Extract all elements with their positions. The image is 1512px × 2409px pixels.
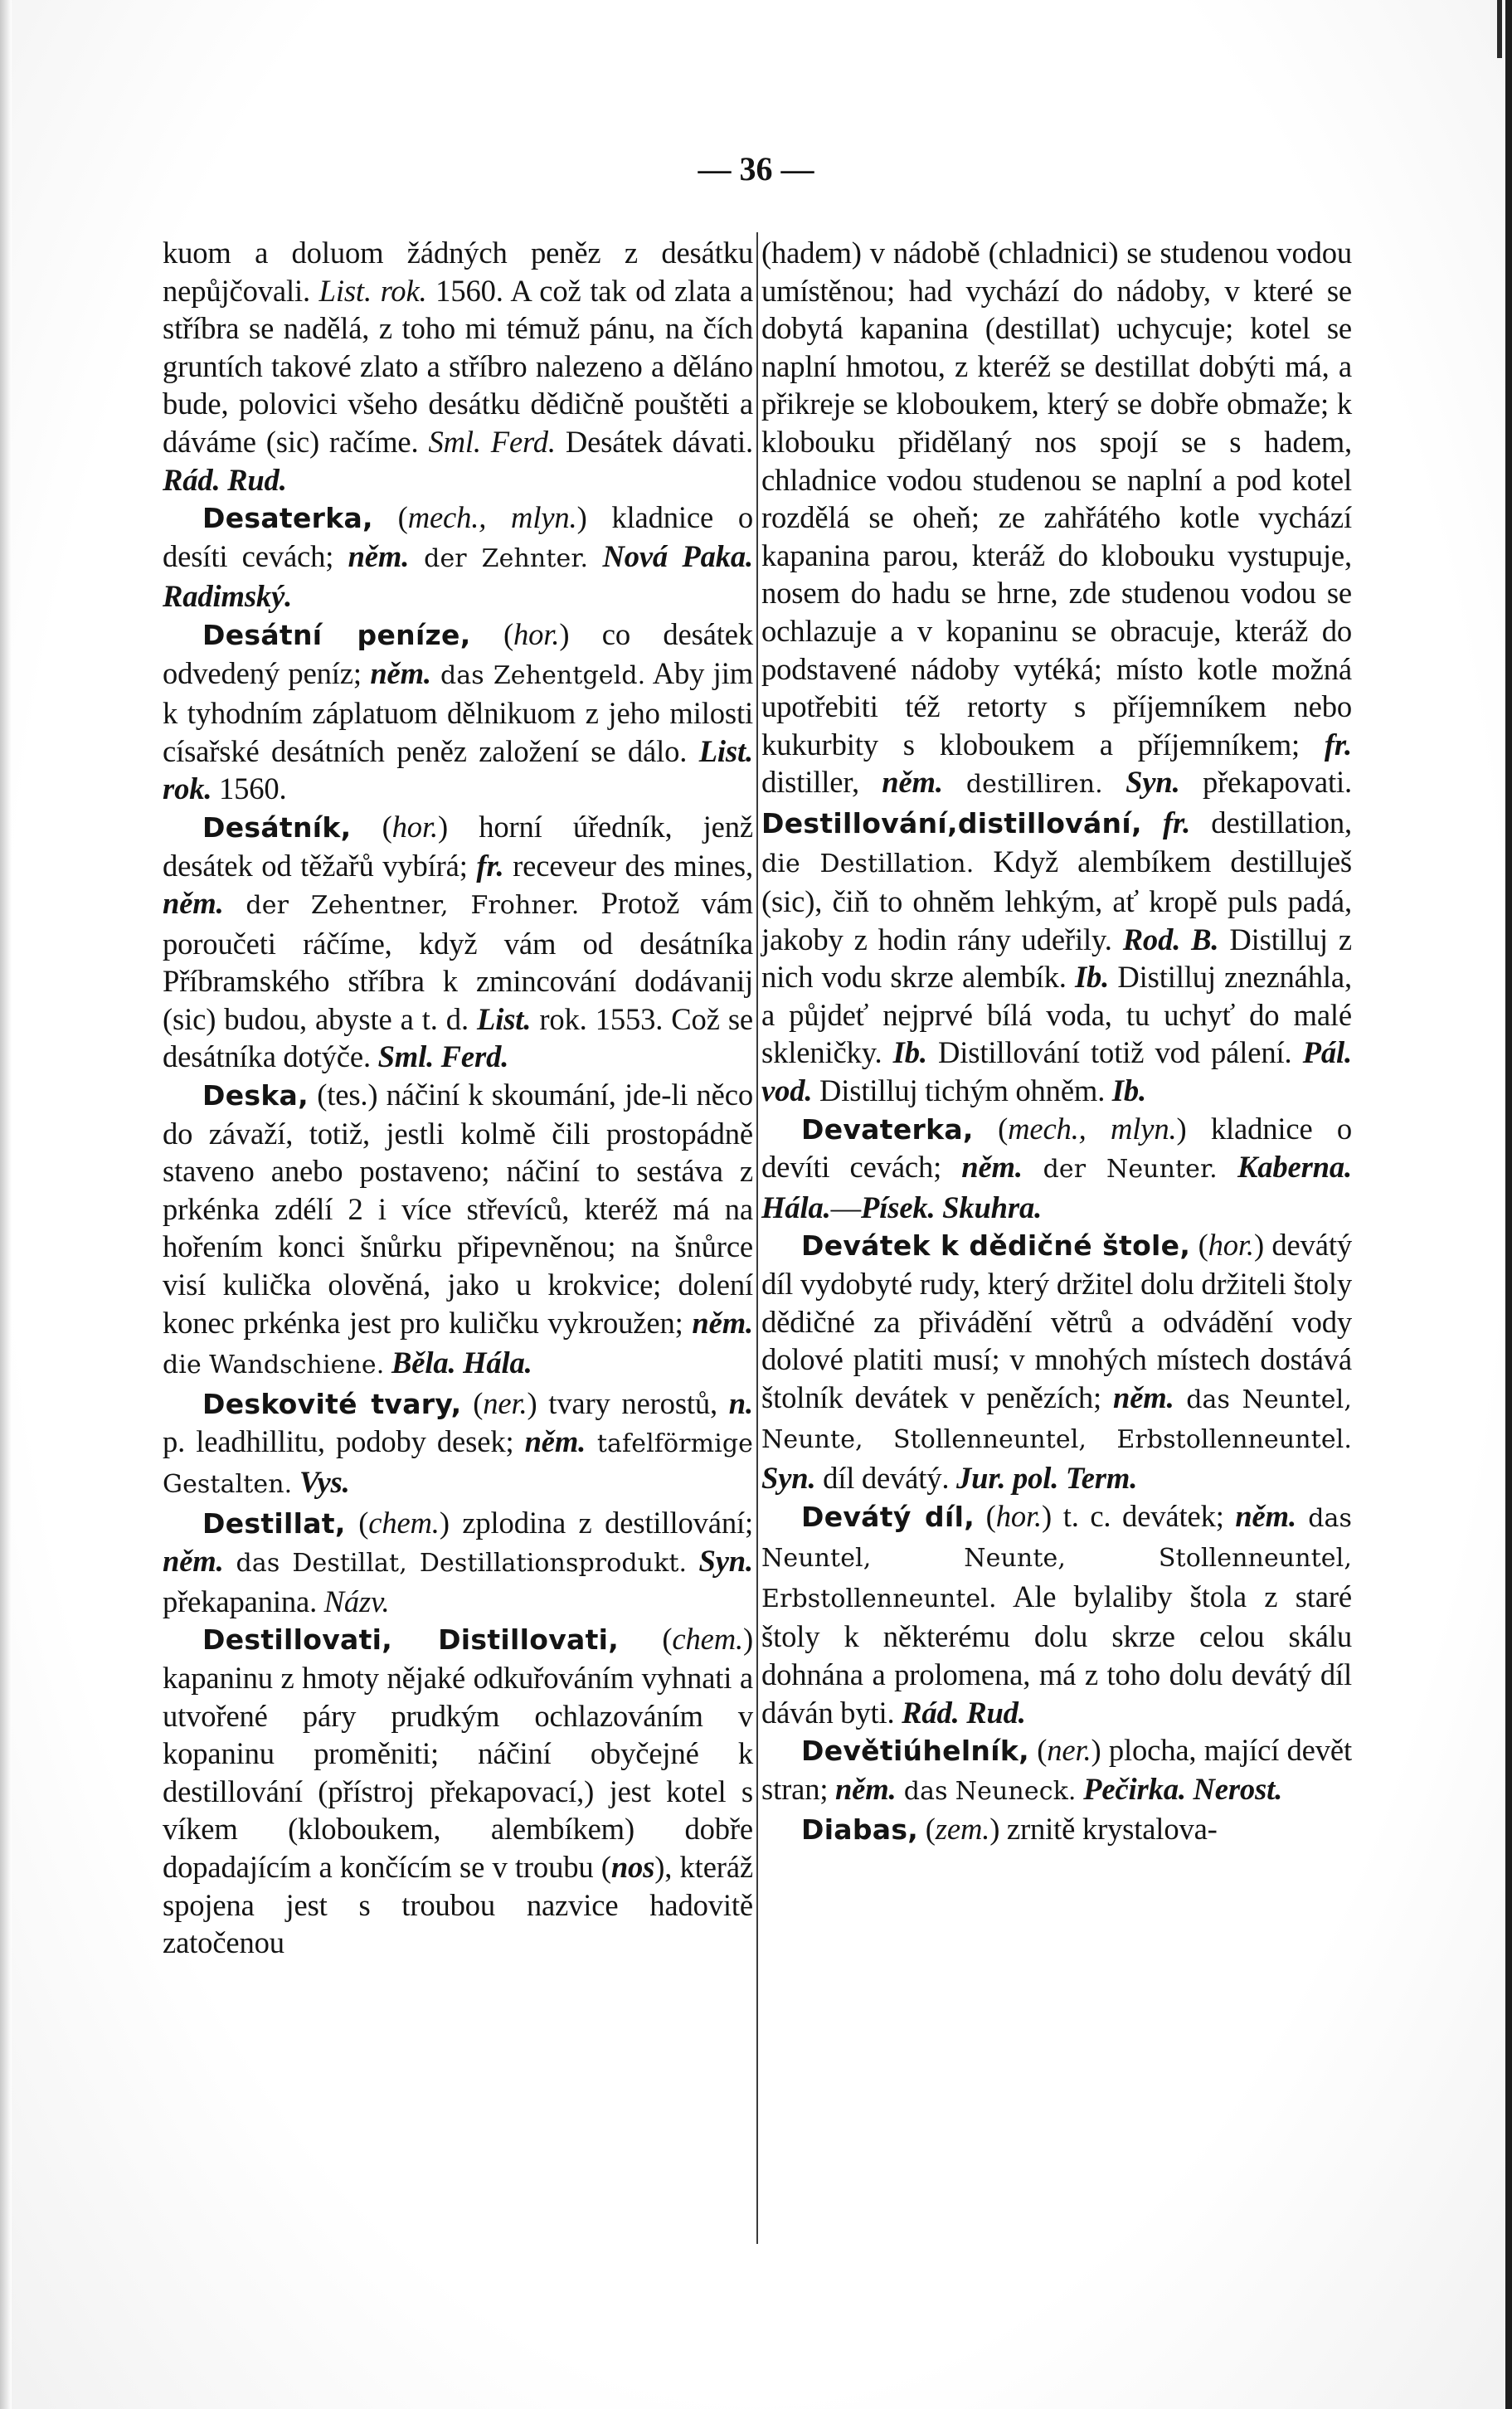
entry-text: — [830, 1190, 862, 1224]
source-ref: Rád. Rud. [902, 1695, 1026, 1730]
entry-text: ) co desátek odvedený peníz; [163, 616, 753, 690]
entry-text: Protož vám poroučeti ráčíme, když vám od desátníka Příbramského stříbra k zmincování dodávanij (sic) budou, abyste a t. d. [163, 886, 753, 1036]
entry-text: (tes.) náčiní k skoumání, jde-li něco do závaží, totiž, jestli kolmě čili prostopádně staveno anebo postaveno; náčiní to sestáva z prkénka zdélí 2 i více střevíců, kteréž má na hořením konci šnůrku připevněnou; na šnůrce visí kulička olověná, jako u krokvice; dolení konec prkénka jest pro kuličku vykroužen; [163, 1078, 753, 1340]
german-term: tafelförmige Gestalten. [163, 1429, 753, 1499]
lang-german: něm. [348, 538, 410, 573]
entry-deskovite-tvary [163, 1385, 753, 1504]
entry-continuation [163, 234, 753, 499]
source-ref: Písek. Skuhra. [861, 1190, 1043, 1224]
entry-text: ( [918, 1812, 936, 1847]
entry-text [1077, 1772, 1084, 1806]
entry-text: receveur des mines, [503, 848, 753, 883]
entry-text: ( [461, 1385, 484, 1420]
entry-text: ( [973, 1111, 1009, 1146]
lang-german: něm. [961, 1150, 1023, 1185]
entry-text: (hadem) v nádobě (chladnici) se studenou vodou umístěnou; had vychází do nádoby, v které se dobytá kapanina (destillat) uchycuje; kotel se naplní hmotou, z kteréž se destillat dobýti má, a přikreje se kloboukem, který se dobře obmaže; k klobouku přidělaný nos spojí se s hadem, chladnice vodou studenou se naplní a pod kotel rozdělá se oheň; ze zahřátého kotle vychází kapanina parou, kteráž do klobouku vystupuje, nosem do hadu se hrne, zde studenou vodou se ochlazuje a v kopaninu se obracuje, kteráž do podstavené nádoby vytéká; místo kotle možná upotřebiti též retorty s příjemníkem nebo kukurbity s kloboukem a příjemníkem; [761, 236, 1352, 762]
german-term: das Destillat, Destillationsprodukt. [223, 1549, 688, 1579]
entry-text: ) horní úředník, jenž desátek od těžařů vybírá; [163, 809, 753, 883]
lang-german: něm. [370, 655, 431, 690]
entry-text: destillation, [1190, 805, 1352, 840]
source-ref: Ib. [892, 1035, 927, 1070]
german-term: der Zehentner, Frohner. [223, 891, 580, 921]
entry-text [292, 1465, 299, 1499]
entry-text: Aby jim k tyhodním záplatuom dělnikuom z jeho milosti císařské desátních peněz založení se dálo. [163, 655, 754, 768]
german-term: das Zehentgeld. [430, 660, 646, 690]
german-term: das Neuntel, Neunte, Stollenneuntel, Erbstollenneuntel. [761, 1503, 1352, 1613]
lang-french: fr. [476, 848, 504, 883]
entry-text: ( [975, 1498, 996, 1533]
german-term: die Destillation. [761, 849, 975, 878]
headword: Deska, [202, 1079, 309, 1112]
source-ref: Ib. [1111, 1073, 1147, 1108]
source-ref: Sml. Ferd. [428, 424, 556, 459]
entry-devaty-dil [761, 1497, 1352, 1732]
entry-text: ) tvary nerostů, [527, 1385, 729, 1420]
headword: Devětiúhelník, [801, 1735, 1029, 1768]
synonym-label: Syn. [698, 1544, 753, 1579]
entry-text: ) zplodina z destillování; [439, 1505, 753, 1540]
entry-text: ) t. c. devátek; [1042, 1498, 1236, 1533]
field-qualifier: mech., mlyn. [1008, 1111, 1177, 1146]
entry-devetiuhelnik [761, 1731, 1352, 1810]
headword: Devaterka, [801, 1112, 974, 1146]
source-ref: Rád. Rud. [163, 462, 287, 497]
german-term: destilliren. [942, 770, 1103, 800]
entry-text: ( [372, 500, 408, 535]
headword: Desátní peníze, [202, 618, 471, 651]
entry-text: ) devátý díl vydobyté rudy, který držitel dolu držiteli štoly dědičné za přivádění větrů a odvádění vody dolové platiti musí; v mnohých místech dostává štolník devátek v penězích; [761, 1228, 1352, 1414]
entry-desatnik [163, 808, 753, 1076]
entry-diabas [761, 1810, 1352, 1849]
lang-german: něm. [163, 886, 224, 921]
headword: Destillovati, Distillovati, [202, 1623, 620, 1657]
german-term: das Neuneck. [896, 1776, 1077, 1806]
entry-text: Ale bylaliby štola z staré štoly k některému dolu skrze celou skálu dohnána a prolomena, má z toho dolu devátý díl dáván byti. [761, 1579, 1352, 1730]
entry-text: ( [345, 1505, 369, 1540]
german-term: der Zehnter. [409, 543, 589, 573]
entry-text: 1560. A což tak od zlata a stříbra se nadělá, z toho mi témuž pánu, na čích gruntích takové zlato a stříbro nalezeno a děláno bude, polovici všeho desátku dědičně pouštěti a dáváme (sic) račíme. [163, 273, 754, 459]
source-ref: Kaberna. Hála. [761, 1150, 1352, 1224]
headword: Devátek k dědičné štole, [801, 1229, 1191, 1263]
scan-mark [1497, 0, 1502, 58]
headword: Deskovité tvary, [202, 1387, 462, 1420]
entry-text: Distillování totiž vod pálení. [926, 1035, 1303, 1070]
field-qualifier: chem. [672, 1622, 743, 1657]
synonym-label: Syn. [1125, 765, 1180, 800]
entry-destillovati-continued [761, 234, 1352, 1110]
source-ref: Ib. [1074, 960, 1110, 995]
field-qualifier: hor. [391, 809, 438, 844]
headword: Destillování,distillování, [761, 806, 1142, 840]
field-qualifier: ner. [483, 1385, 527, 1420]
entry-devatek [761, 1226, 1352, 1496]
synonym-label: Syn. [761, 1461, 816, 1495]
entry-text: Distilluj z nich vodu skrze alembík. [761, 922, 1352, 995]
entry-text [384, 1346, 391, 1380]
entry-text: ), kteráž spojena jest s troubou nazvice hadovitě zatočenou [163, 1849, 753, 1960]
field-qualifier: ner. [1047, 1733, 1091, 1768]
headword: Diabas, [801, 1813, 919, 1847]
right-column [761, 234, 1352, 1849]
field-qualifier: zem. [935, 1812, 990, 1847]
entry-text: Desátek dávati. [555, 424, 753, 459]
entry-text: p. leadhillitu, podoby desek; [163, 1424, 525, 1459]
source-ref: Pál. vod. [761, 1035, 1352, 1108]
entry-desatni-penize [163, 616, 753, 808]
source-ref: Jur. pol. Term. [956, 1461, 1138, 1495]
source-ref: List. [477, 1001, 532, 1036]
german-term: das Neuntel, Neunte, Stollenneuntel, Erbstollenneuntel. [761, 1385, 1352, 1455]
entry-destillat [163, 1504, 753, 1621]
entry-text: díl devátý. [815, 1461, 957, 1495]
entry-text [588, 539, 602, 573]
german-term: der Neunter. [1022, 1155, 1218, 1185]
field-qualifier: mech., mlyn. [407, 500, 577, 535]
entry-text: ( [619, 1622, 673, 1657]
field-qualifier: hor. [513, 616, 560, 651]
source-ref: List. rok. [163, 733, 753, 806]
entry-text: distiller, [761, 765, 882, 800]
entry-text: ( [1190, 1228, 1208, 1263]
column-divider [756, 232, 758, 2244]
source-ref: Vys. [299, 1465, 350, 1499]
entry-text: ) kladnice o devíti cevách; [761, 1111, 1353, 1185]
headword: Desátník, [202, 810, 352, 844]
entry-text: překapanina. [163, 1584, 324, 1618]
entry-deska [163, 1076, 753, 1385]
source-ref: Názv. [323, 1584, 390, 1618]
entry-text [1218, 1150, 1237, 1184]
lang-german: něm. [834, 1771, 897, 1806]
lang-german: něm. [163, 1544, 224, 1579]
entry-text: ( [1028, 1733, 1048, 1768]
field-qualifier: chem. [368, 1505, 440, 1540]
entry-text: překapovati. [1179, 765, 1352, 800]
entry-text: Distilluj tichým ohněm. [812, 1073, 1112, 1108]
entry-text: ( [470, 616, 514, 651]
entry-text: ) zrnitě krystalova- [989, 1812, 1218, 1847]
lang-french: fr. [1162, 805, 1191, 840]
entry-text: 1560. [211, 771, 287, 806]
lang-german: něm. [1235, 1498, 1296, 1533]
entry-text: ) kapaninu z hmoty nějaké odkuřováním vyhnati a utvořené páry prudkým ochlazováním v kopaninu proměniti; náčiní obyčejné k destillování (přístroj překapovací,) jest kotel s víkem (kloboukem, alembíkem) dobře dopadajícím a končícím se v troubu ( [163, 1622, 753, 1884]
entry-text: ) plocha, mající devět stran; [761, 1733, 1352, 1806]
field-qualifier: hor. [1208, 1228, 1254, 1263]
source-ref: Rod. B. [1122, 922, 1219, 956]
field-qualifier: n. [728, 1385, 753, 1420]
field-qualifier: nos [610, 1849, 655, 1884]
source-ref: Sml. Ferd. [377, 1039, 509, 1074]
entry-text: Distilluj zneznáhla, a půjdeť nejprvé bílá voda, tu uchyť do malé skleničky. [761, 960, 1352, 1070]
source-ref: List. rok. [318, 273, 427, 308]
source-ref: Běla. Hála. [391, 1346, 532, 1380]
entry-text: Když alembíkem destilluješ (sic), čiň to ohněm lehkým, ať kropě puls padá, jakoby z hodin rány udeřily. [761, 844, 1352, 956]
source-ref: Nová Paka. Radimský. [163, 538, 753, 614]
entry-text: ) kladnice o desíti cevách; [163, 500, 754, 573]
lang-german: něm. [524, 1424, 586, 1459]
entry-text: rok. 1553. Což se desátníka dotýče. [163, 1001, 753, 1074]
headword: Devátý díl, [801, 1500, 975, 1533]
scan-shadow-left [0, 0, 12, 2409]
headword: Desaterka, [202, 502, 373, 535]
lang-french: fr. [1324, 727, 1352, 762]
page-number: — 36 — [698, 150, 814, 187]
entry-text [1142, 805, 1163, 840]
field-qualifier: hor. [995, 1498, 1043, 1533]
entry-desaterka [163, 499, 753, 616]
entry-text: kuom a doluom žádných peněz z desátku nepůjčovali. [163, 236, 753, 308]
scan-shadow-right [1505, 0, 1512, 2409]
headword: Destillat, [202, 1506, 346, 1540]
lang-german: něm. [692, 1305, 753, 1340]
entry-text [687, 1544, 698, 1578]
left-column [163, 234, 753, 1962]
entry-text: ( [351, 809, 392, 844]
entry-devaterka [761, 1110, 1352, 1227]
lang-german: něm. [882, 765, 943, 800]
entry-destillovati [163, 1620, 753, 1961]
entry-text [1103, 765, 1125, 799]
german-term: die Wandschiene. [163, 1350, 385, 1380]
lang-german: něm. [1113, 1380, 1174, 1414]
source-ref: Pečirka. Nerost. [1083, 1771, 1283, 1806]
